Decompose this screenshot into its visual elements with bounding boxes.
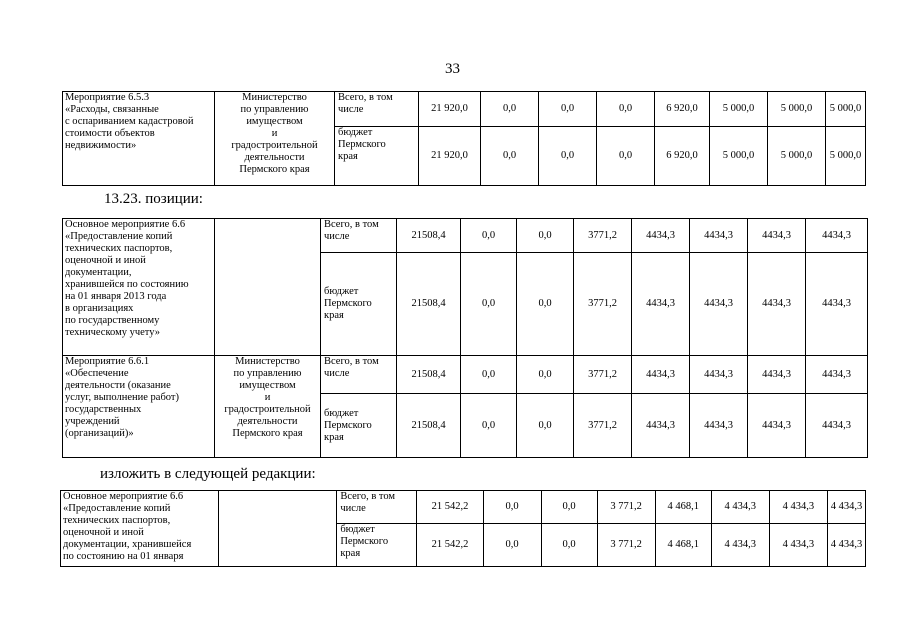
value-cell: 4434,3 — [806, 394, 868, 458]
source-cell: бюджет Пермского края — [335, 127, 419, 186]
value-cell: 0,0 — [539, 127, 597, 186]
table-measure-6-6-old — [62, 218, 868, 458]
value-cell: 4434,3 — [806, 219, 868, 253]
value-cell: 4434,3 — [632, 356, 690, 394]
measure-name-cell: Мероприятие 6.5.3 «Расходы, связанные с оспариванием кадастровой стоимости объектов недвижимости» — [63, 92, 215, 186]
value-cell: 0,0 — [461, 219, 517, 253]
ministry-cell: Министерство по управлению имуществом и градостроительной деятельности Пермского края — [215, 92, 335, 186]
value-cell: 4434,3 — [748, 219, 806, 253]
table-measure-6-6-new — [60, 490, 866, 567]
value-cell: 21 542,2 — [417, 524, 483, 567]
value-cell: 5 000,0 — [710, 127, 768, 186]
value-cell: 0,0 — [541, 491, 597, 524]
table-row — [63, 219, 868, 253]
value-cell: 4 434,3 — [711, 524, 769, 567]
source-cell: Всего, в том числе — [337, 491, 417, 524]
value-cell: 4434,3 — [748, 356, 806, 394]
value-cell: 4434,3 — [632, 253, 690, 356]
value-cell: 4434,3 — [690, 394, 748, 458]
value-cell: 21508,4 — [397, 253, 461, 356]
value-cell: 4434,3 — [806, 356, 868, 394]
value-cell: 3771,2 — [574, 356, 632, 394]
value-cell: 3 771,2 — [597, 491, 655, 524]
value-cell: 21508,4 — [397, 219, 461, 253]
value-cell: 5 000,0 — [768, 127, 826, 186]
value-cell: 21 542,2 — [417, 491, 483, 524]
table-measure-6-5-3 — [62, 91, 866, 186]
value-cell: 0,0 — [517, 394, 574, 458]
table-row — [61, 491, 866, 524]
value-cell: 4 434,3 — [827, 491, 865, 524]
value-cell: 4434,3 — [806, 253, 868, 356]
table-row — [63, 92, 866, 127]
value-cell: 5 000,0 — [768, 92, 826, 127]
ministry-cell — [215, 219, 321, 356]
value-cell: 5 000,0 — [826, 127, 866, 186]
value-cell: 4434,3 — [632, 394, 690, 458]
value-cell: 6 920,0 — [655, 92, 710, 127]
source-cell: бюджет Пермского края — [337, 524, 417, 567]
value-cell: 0,0 — [597, 127, 655, 186]
value-cell: 21 920,0 — [419, 127, 481, 186]
value-cell: 0,0 — [481, 92, 539, 127]
value-cell: 21508,4 — [397, 356, 461, 394]
value-cell: 0,0 — [539, 92, 597, 127]
value-cell: 0,0 — [517, 219, 574, 253]
source-cell: Всего, в том числе — [321, 219, 397, 253]
value-cell: 0,0 — [461, 253, 517, 356]
measure-name-cell: Основное мероприятие 6.6 «Предоставление копий технических паспортов, оценочной и иной документации, хранившейся по состоянию на 01 января — [61, 491, 219, 567]
value-cell: 4 434,3 — [711, 491, 769, 524]
value-cell: 5 000,0 — [826, 92, 866, 127]
value-cell: 3771,2 — [574, 253, 632, 356]
measure-name-cell: Основное мероприятие 6.6 «Предоставление копий технических паспортов, оценочной и иной документации, хранившейся по состоянию на 01 января 2013 года в организациях по государственному техническому учету» — [63, 219, 215, 356]
value-cell: 3 771,2 — [597, 524, 655, 567]
page-number: 33 — [445, 61, 460, 77]
value-cell: 4434,3 — [748, 394, 806, 458]
source-cell: Всего, в том числе — [335, 92, 419, 127]
value-cell: 0,0 — [517, 356, 574, 394]
value-cell: 0,0 — [483, 491, 541, 524]
value-cell: 0,0 — [483, 524, 541, 567]
measure-name-cell: Мероприятие 6.6.1 «Обеспечение деятельности (оказание услуг, выполнение работ) государственных учреждений (организаций)» — [63, 356, 215, 458]
value-cell: 4434,3 — [748, 253, 806, 356]
heading-positions: 13.23. позиции: — [104, 191, 203, 207]
value-cell: 0,0 — [461, 356, 517, 394]
ministry-cell: Министерство по управлению имуществом и градостроительной деятельности Пермского края — [215, 356, 321, 458]
value-cell: 21 920,0 — [419, 92, 481, 127]
heading-new-edition: изложить в следующей редакции: — [100, 466, 316, 482]
value-cell: 4434,3 — [690, 219, 748, 253]
value-cell: 0,0 — [461, 394, 517, 458]
ministry-cell — [219, 491, 337, 567]
table-row — [63, 356, 868, 394]
value-cell: 3771,2 — [574, 394, 632, 458]
value-cell: 0,0 — [541, 524, 597, 567]
value-cell: 0,0 — [481, 127, 539, 186]
value-cell: 4434,3 — [690, 253, 748, 356]
source-cell: бюджет Пермского края — [321, 253, 397, 356]
value-cell: 0,0 — [517, 253, 574, 356]
value-cell: 5 000,0 — [710, 92, 768, 127]
value-cell: 6 920,0 — [655, 127, 710, 186]
value-cell: 4 434,3 — [827, 524, 865, 567]
value-cell: 21508,4 — [397, 394, 461, 458]
value-cell: 0,0 — [597, 92, 655, 127]
value-cell: 4434,3 — [690, 356, 748, 394]
value-cell: 4434,3 — [632, 219, 690, 253]
source-cell: Всего, в том числе — [321, 356, 397, 394]
source-cell: бюджет Пермского края — [321, 394, 397, 458]
value-cell: 4 468,1 — [655, 524, 711, 567]
value-cell: 4 468,1 — [655, 491, 711, 524]
value-cell: 4 434,3 — [769, 491, 827, 524]
value-cell: 3771,2 — [574, 219, 632, 253]
value-cell: 4 434,3 — [769, 524, 827, 567]
